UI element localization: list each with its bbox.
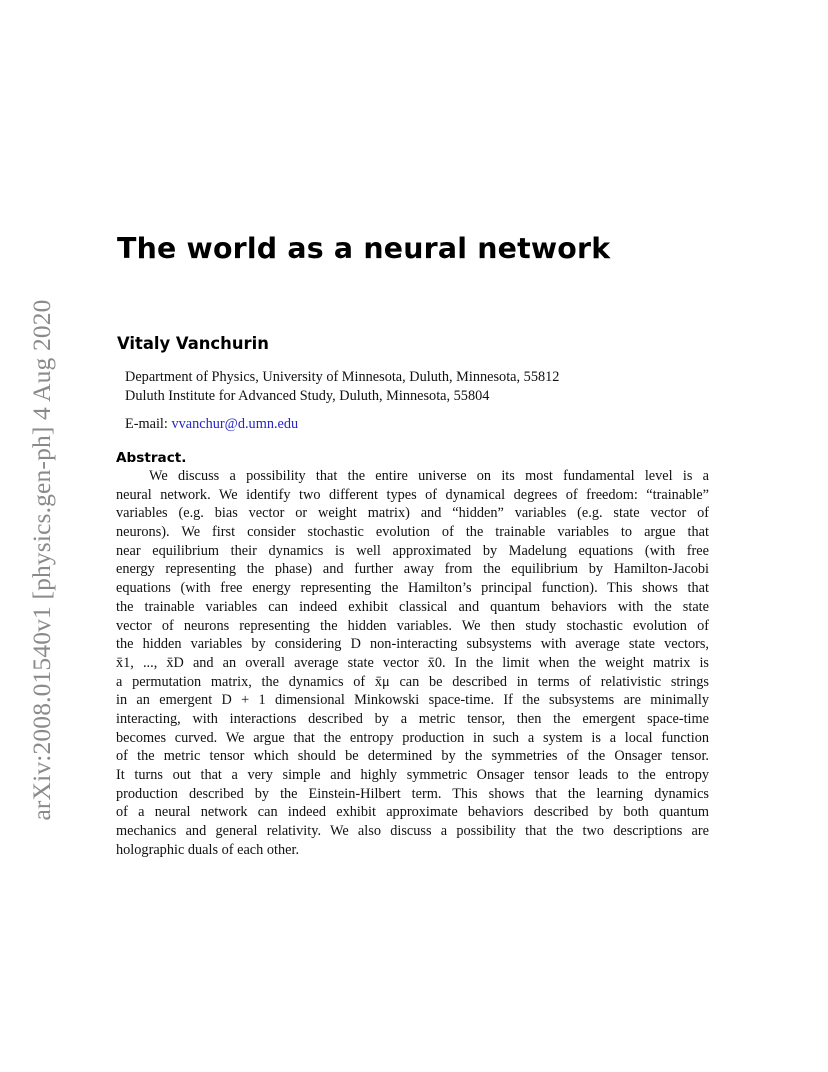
author-name: Vitaly Vanchurin (117, 334, 269, 353)
abstract-line: energy representing the phase) and further away from the equilibrium by Hamilton-Jacobi (116, 561, 709, 578)
abstract-line: of the metric tensor which should be determined by the symmetries of the Onsager tensor. (116, 748, 709, 765)
abstract-line: vector of neurons representing the hidden variables. We then study stochastic evolution of (116, 617, 709, 634)
affiliation-physics-department: Department of Physics, University of Minnesota, Duluth, Minnesota, 55812 (125, 369, 560, 385)
abstract-line: mechanics and general relativity. We also discuss a possibility that the two descriptions are (116, 823, 709, 840)
abstract-line: production described by the Einstein-Hilbert term. This shows that the learning dynamics (116, 785, 709, 802)
abstract-line: neurons). We first consider stochastic evolution of the trainable variables to argue that (116, 524, 709, 541)
paper-title: The world as a neural network (117, 232, 611, 265)
abstract-line: becomes curved. We argue that the entropy production in such a system is a local function (116, 729, 709, 746)
affiliation-duluth-institute: Duluth Institute for Advanced Study, Duluth, Minnesota, 55804 (125, 388, 490, 404)
abstract-line: in an emergent D + 1 dimensional Minkowski space-time. If the subsystems are minimally (116, 692, 709, 709)
abstract-line: holographic duals of each other. (116, 841, 300, 858)
abstract-line: interacting, with interactions described by a metric tensor, then the emergent space-time (116, 710, 709, 727)
abstract-line: We discuss a possibility that the entire universe on its most fundamental level is a (149, 468, 709, 484)
abstract-line: the hidden variables by considering D non-interacting subsystems with average state vectors, (116, 636, 709, 653)
abstract-line: of a neural network can indeed exhibit approximate behaviors described by both quantum (116, 804, 709, 821)
abstract-line: neural network. We identify two different types of dynamical degrees of freedom: “trainable” (116, 486, 709, 503)
abstract-line: x̄1, ..., x̄D and an overall average state vector x̄0. In the limit when the weight matrix is (116, 654, 709, 671)
abstract-line: the trainable variables can indeed exhibit classical and quantum behaviors with the state (116, 598, 709, 615)
abstract-body (116, 467, 709, 859)
email-label: E-mail: (125, 416, 168, 432)
abstract-line: a permutation matrix, the dynamics of x̄μ can be described in terms of relativistic strings (116, 673, 709, 690)
abstract-line: variables (e.g. bias vector or weight matrix) and “hidden” variables (e.g. state vector of (116, 505, 709, 522)
abstract-line: near equilibrium their dynamics is well approximated by Madelung equations (with free (116, 542, 709, 559)
abstract-heading: Abstract. (116, 450, 187, 466)
email-link[interactable]: vvanchur@d.umn.edu (171, 416, 299, 432)
abstract-line: equations (with free energy representing the Hamilton’s principal function). This shows that (116, 580, 709, 597)
abstract-line: It turns out that a very simple and highly symmetric Onsager tensor leads to the entropy (116, 767, 709, 783)
email-line (125, 416, 298, 433)
arxiv-identifier-text: arXiv:2008.01540v1 [physics.gen-ph] 4 Aug 2020 (27, 299, 56, 821)
